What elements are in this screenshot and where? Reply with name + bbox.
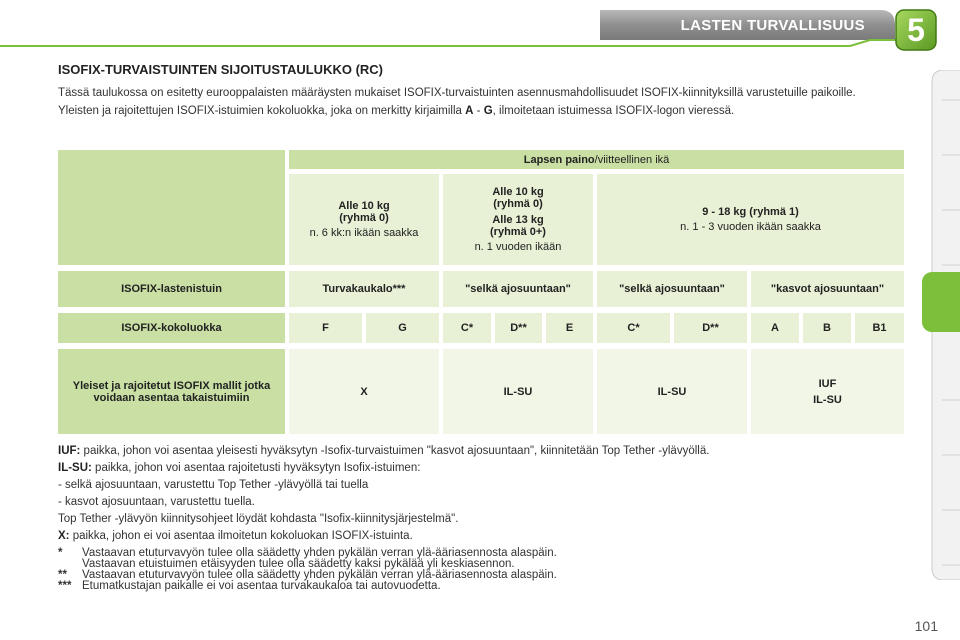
legend-text: paikka, johon voi asentaa yleisesti hyväksytyn -Isofix-turvaistuimen "kasvot ajosuuntaan", kiinnitetään Top Tether -ylävyöllä. — [80, 445, 710, 457]
seat-type-forward-1: "kasvot ajosuuntaan" — [751, 271, 904, 307]
legend-term: X: — [58, 530, 70, 542]
group-0-sub: n. 6 kk:n ikään saakka — [309, 227, 419, 239]
footnote-text: Vastaavan etuistuimen etäisyyden tulee olla säädetty kaksi pykälää yli keskiasennon. — [82, 558, 515, 570]
legend-term: IUF: — [58, 445, 81, 457]
legend-iuf — [58, 443, 904, 460]
seat-type-rear-1: "selkä ajosuuntaan" — [597, 271, 747, 307]
legend-bullet: - selkä ajosuuntaan, varustettu Top Tether -ylävyöllä tai tuella — [58, 479, 369, 491]
intro-text: Yleisten ja rajoitettujen ISOFIX-istuimien kokoluokka, joka on merkitty kirjaimilla — [58, 105, 466, 117]
group-0-cell — [289, 174, 439, 265]
size-class-cell: G — [366, 313, 439, 343]
size-class-cell: B — [803, 313, 851, 343]
size-class-cell: D** — [495, 313, 542, 343]
size-class-cell: E — [546, 313, 593, 343]
weight-header — [289, 150, 904, 169]
table-corner — [58, 150, 285, 265]
intro-paragraph-1: Tässä taulukossa on esitetty eurooppalaisten määräysten mukaiset ISOFIX-turvaistuinten asennusmahdollisuudet ISOFIX-kiinnityksillä varustetuille paikoille. — [58, 87, 856, 99]
section-title: ISOFIX-TURVAISTUINTEN SIJOITUSTAULUKKO (RC) — [58, 62, 383, 77]
group-1-title: 9 - 18 kg (ryhmä 1) — [702, 206, 799, 218]
footnotes — [58, 548, 904, 592]
size-class-cell: D** — [674, 313, 747, 343]
legend-term: IL-SU: — [58, 462, 92, 474]
footnote — [58, 581, 904, 592]
chapter-title: LASTEN TURVALLISUUS — [680, 17, 865, 34]
footnote-text: Vastaavan etuturvavyön tulee olla säädetty yhden pykälän verran ylä-ääriasennosta alaspäin. — [82, 547, 557, 559]
legend-bullet: - kasvot ajosuuntaan, varustettu tuella. — [58, 496, 255, 508]
legend-top-tether-note: Top Tether -ylävyön kiinnitysohjeet löydät kohdasta "Isofix-kiinnitysjärjestelmä". — [58, 513, 459, 525]
intro-paragraph-2 — [58, 105, 904, 118]
footnote-mark: *** — [58, 580, 72, 592]
footnote-mark: ** — [58, 569, 67, 581]
weight-header-bold: Lapsen paino — [523, 153, 595, 166]
page-number: 101 — [914, 618, 938, 634]
row-label-result: Yleiset ja rajoitetut ISOFIX mallit jotka voidaan asentaa takaistuimiin — [58, 349, 285, 434]
size-class-cell: F — [289, 313, 362, 343]
size-class-cell: A — [751, 313, 799, 343]
group-0plus-title-b: Alle 13 kg (ryhmä 0+) — [490, 214, 546, 238]
row-label-seat: ISOFIX-lastenistuin — [58, 271, 285, 307]
size-class-cell: C* — [597, 313, 670, 343]
footnote-text: Vastaavan etuturvavyön tulee olla säädetty yhden pykälän verran ylä-ääriasennosta alaspäin. — [82, 569, 557, 581]
legend-text: paikka, johon ei voi asentaa ilmoitetun kokoluokan ISOFIX-istuinta. — [69, 530, 413, 542]
size-letter-a: A — [465, 105, 474, 117]
intro-section — [58, 62, 904, 123]
group-0-title: Alle 10 kg (ryhmä 0) — [338, 200, 390, 224]
footnote-text: Etumatkustajan paikalle ei voi asentaa turvakaukaloa tai autovuodetta. — [82, 580, 441, 592]
legend-x — [58, 528, 904, 545]
result-ilsu: IL-SU — [813, 393, 842, 406]
isofix-table — [58, 150, 904, 436]
group-1-cell — [597, 174, 904, 265]
result-group-0: X — [289, 349, 439, 434]
result-group-0plus: IL-SU — [443, 349, 593, 434]
result-group-1-forward — [751, 349, 904, 434]
side-tab-active[interactable] — [922, 272, 960, 332]
group-0plus-cell — [443, 174, 593, 265]
legend — [58, 443, 904, 545]
size-letter-g: G — [483, 105, 493, 117]
weight-header-rest: /viitteellinen ikä — [594, 153, 670, 166]
group-1-sub: n. 1 - 3 vuoden ikään saakka — [680, 221, 821, 233]
row-label-size: ISOFIX-kokoluokka — [58, 313, 285, 343]
result-iuf: IUF — [818, 377, 837, 390]
legend-text: paikka, johon voi asentaa rajoitetusti hyväksytyn Isofix-istuimen: — [91, 462, 421, 474]
intro-dash: - — [473, 105, 484, 117]
intro-text-end: , ilmoitetaan istuimessa ISOFIX-logon vieressä. — [492, 105, 735, 117]
result-group-1-rear: IL-SU — [597, 349, 747, 434]
seat-type-carrycot: Turvakaukalo*** — [289, 271, 439, 307]
size-class-cell: C* — [443, 313, 491, 343]
footnote-mark: * — [58, 547, 63, 559]
chapter-number: 5 — [907, 12, 925, 48]
group-0plus-title-a: Alle 10 kg (ryhmä 0) — [492, 186, 544, 210]
legend-ilsu — [58, 460, 904, 477]
group-0plus-sub: n. 1 vuoden ikään — [474, 241, 562, 253]
seat-type-rear-0plus: "selkä ajosuuntaan" — [443, 271, 593, 307]
size-class-cell: B1 — [855, 313, 904, 343]
